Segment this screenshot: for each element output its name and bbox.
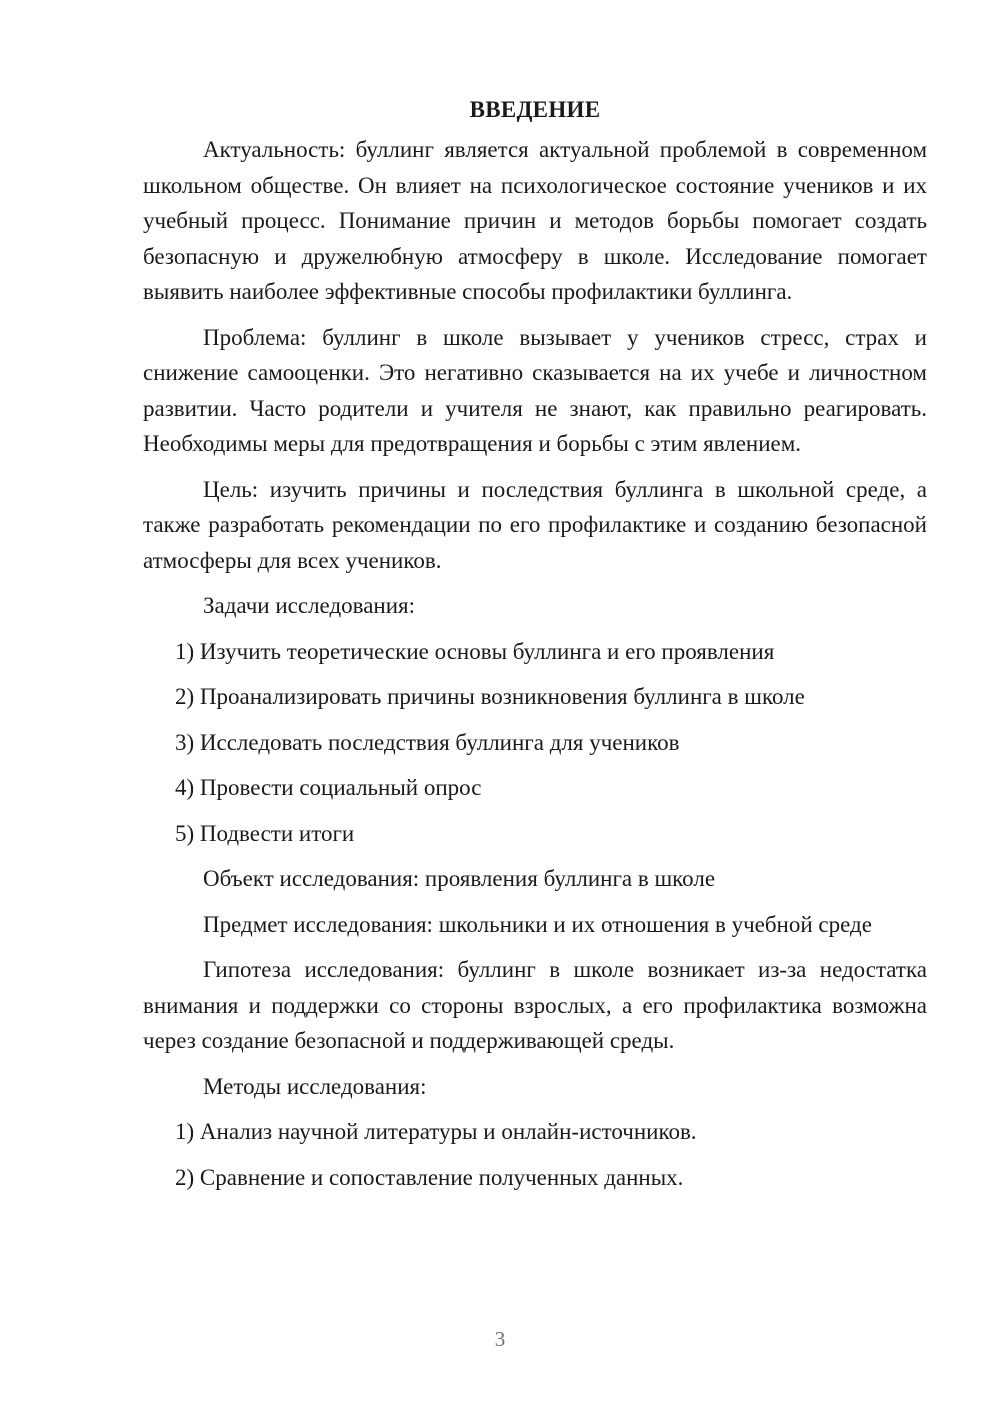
page-title: ВВЕДЕНИЕ — [469, 97, 601, 122]
document-page — [143, 92, 927, 1205]
methods-heading: Методы исследования: — [203, 1073, 427, 1099]
list-item: 5) Подвести итоги — [175, 820, 355, 846]
research-subject: Предмет исследования: школьники и их отношения в учебной среде — [203, 911, 872, 937]
list-item: 2) Сравнение и сопоставление полученных данных. — [175, 1164, 684, 1190]
page-number: 3 — [494, 1327, 506, 1351]
paragraph-problem: Проблема: буллинг в школе вызывает у учеников стресс, страх и снижение самооценки. Это негативно сказывается на их учебе и личностном развитии. Часто родители и учителя не знают, как правильно реагировать. Необходимы меры для предотвращения и борьбы с этим явлением. — [143, 324, 927, 456]
tasks-list — [143, 634, 927, 852]
paragraph-goal: Цель: изучить причины и последствия буллинга в школьной среде, а также разработать рекомендации по его профилактике и созданию безопасной атмосферы для всех учеников. — [143, 476, 927, 573]
list-item: 1) Анализ научной литературы и онлайн-источников. — [175, 1119, 697, 1144]
paragraph-relevance: Актуальность: буллинг является актуальной проблемой в современном школьном обществе. Он влияет на психологическое состояние учеников и их учебный процесс. Понимание причин и методов борьбы помогает создать безопасную и дружелюбную атмосферу в школе. Исследование помогает выявить наиболее эффективные способы профилактики буллинга. — [143, 137, 927, 304]
tasks-heading: Задачи исследования: — [203, 593, 416, 618]
list-item: 4) Провести социальный опрос — [175, 775, 482, 800]
paragraph-hypothesis: Гипотеза исследования: буллинг в школе возникает из-за недостатка внимания и поддержки со стороны взрослых, а его профилактика возможна через создание безопасной и поддерживающей среды. — [143, 957, 927, 1053]
list-item: 2) Проанализировать причины возникновения буллинга в школе — [175, 684, 805, 709]
list-item: 1) Изучить теоретические основы буллинга и его проявления — [175, 638, 775, 664]
list-item: 3) Исследовать последствия буллинга для учеников — [175, 729, 680, 755]
research-object: Объект исследования: проявления буллинга в школе — [203, 866, 716, 891]
methods-list — [143, 1114, 927, 1195]
